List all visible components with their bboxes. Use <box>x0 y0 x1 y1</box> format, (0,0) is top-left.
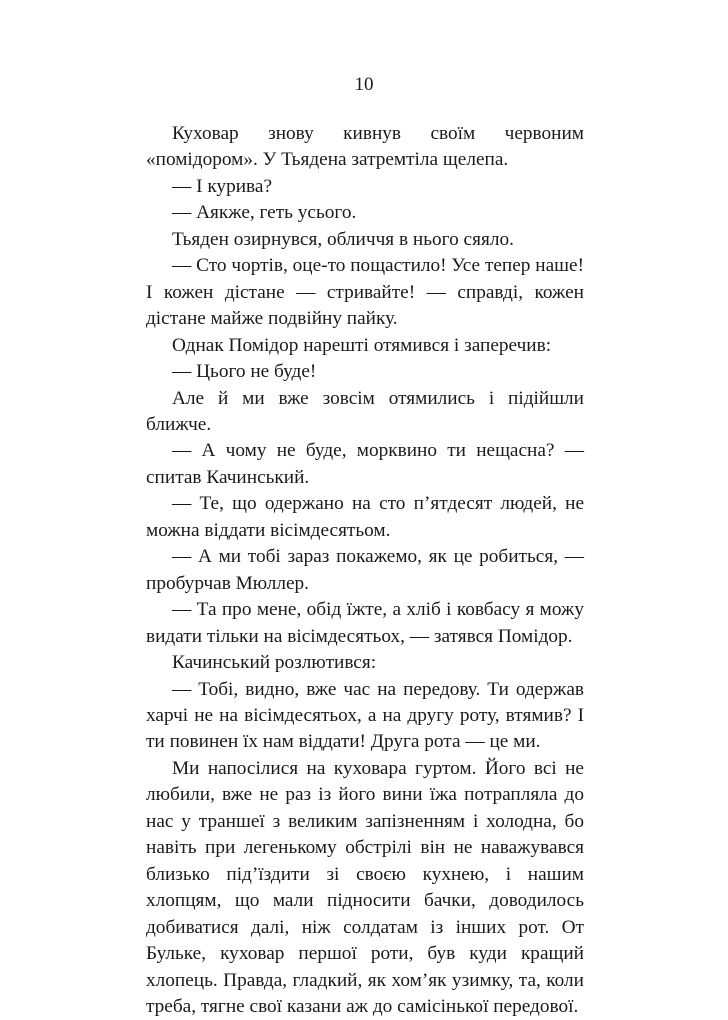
paragraph: — Сто чортів, оце-то пощастило! Усе тепер наше! І кожен дістане — стривайте! — справді, кожен дістане майже подвійну пайку. <box>146 255 584 330</box>
body-text <box>146 121 584 1020</box>
paragraph: Однак Помідор нарешті отямився і заперечив: <box>172 334 552 356</box>
paragraph: — Аякже, геть усього. <box>172 202 357 224</box>
paragraph: — А чому не буде, морквино ти нещасна? — спитав Качинський. <box>146 440 584 488</box>
paragraph: Качинський розлютився: <box>172 652 377 674</box>
paragraph: Ми напосілися на куховара гуртом. Його всі не любили, вже не раз із його вини їжа потрапляла до нас у траншеї з великим запізненням і холодна, бо навіть при легенькому обстрілі він не наважувався близько під’їздити зі своєю кухнею, і нашим хлопцям, що мали підносити бачки, доводилось добиватися далі, ніж солдатам із інших рот. От Бульке, куховар першої роти, був куди кращий хлопець. Правда, гладкий, як хом’як узимку, та, коли треба, тягне свої казани аж до самісінької передової. <box>146 757 584 1017</box>
paragraph: Тьяден озирнувся, обличчя в нього сяяло. <box>172 228 514 250</box>
paragraph: — Те, що одержано на сто п’ятдесят людей, не можна віддати вісімдесятьом. <box>146 493 584 541</box>
paragraph: — Тобі, видно, вже час на передову. Ти одержав харчі не на вісімдесятьох, а на другу роту, втямив? І ти повинен їх нам віддати! Друга рота — це ми. <box>146 678 584 753</box>
page-number: 10 <box>354 74 374 95</box>
paragraph: Куховар знову кивнув своїм червоним «помідором». У Тьядена затремтіла щелепа. <box>146 123 584 171</box>
paragraph: — І курива? <box>172 175 273 197</box>
paragraph: — Цього не буде! <box>172 361 317 383</box>
paragraph: Але й ми вже зовсім отямились і підійшли ближче. <box>146 387 584 435</box>
paragraph: — А ми тобі зараз покажемо, як це робиться, — пробурчав Мюллер. <box>146 546 584 594</box>
paragraph: — Та про мене, обід їжте, а хліб і ковбасу я можу видати тільки на вісімдесятьох, — затявся Помідор. <box>146 599 584 647</box>
